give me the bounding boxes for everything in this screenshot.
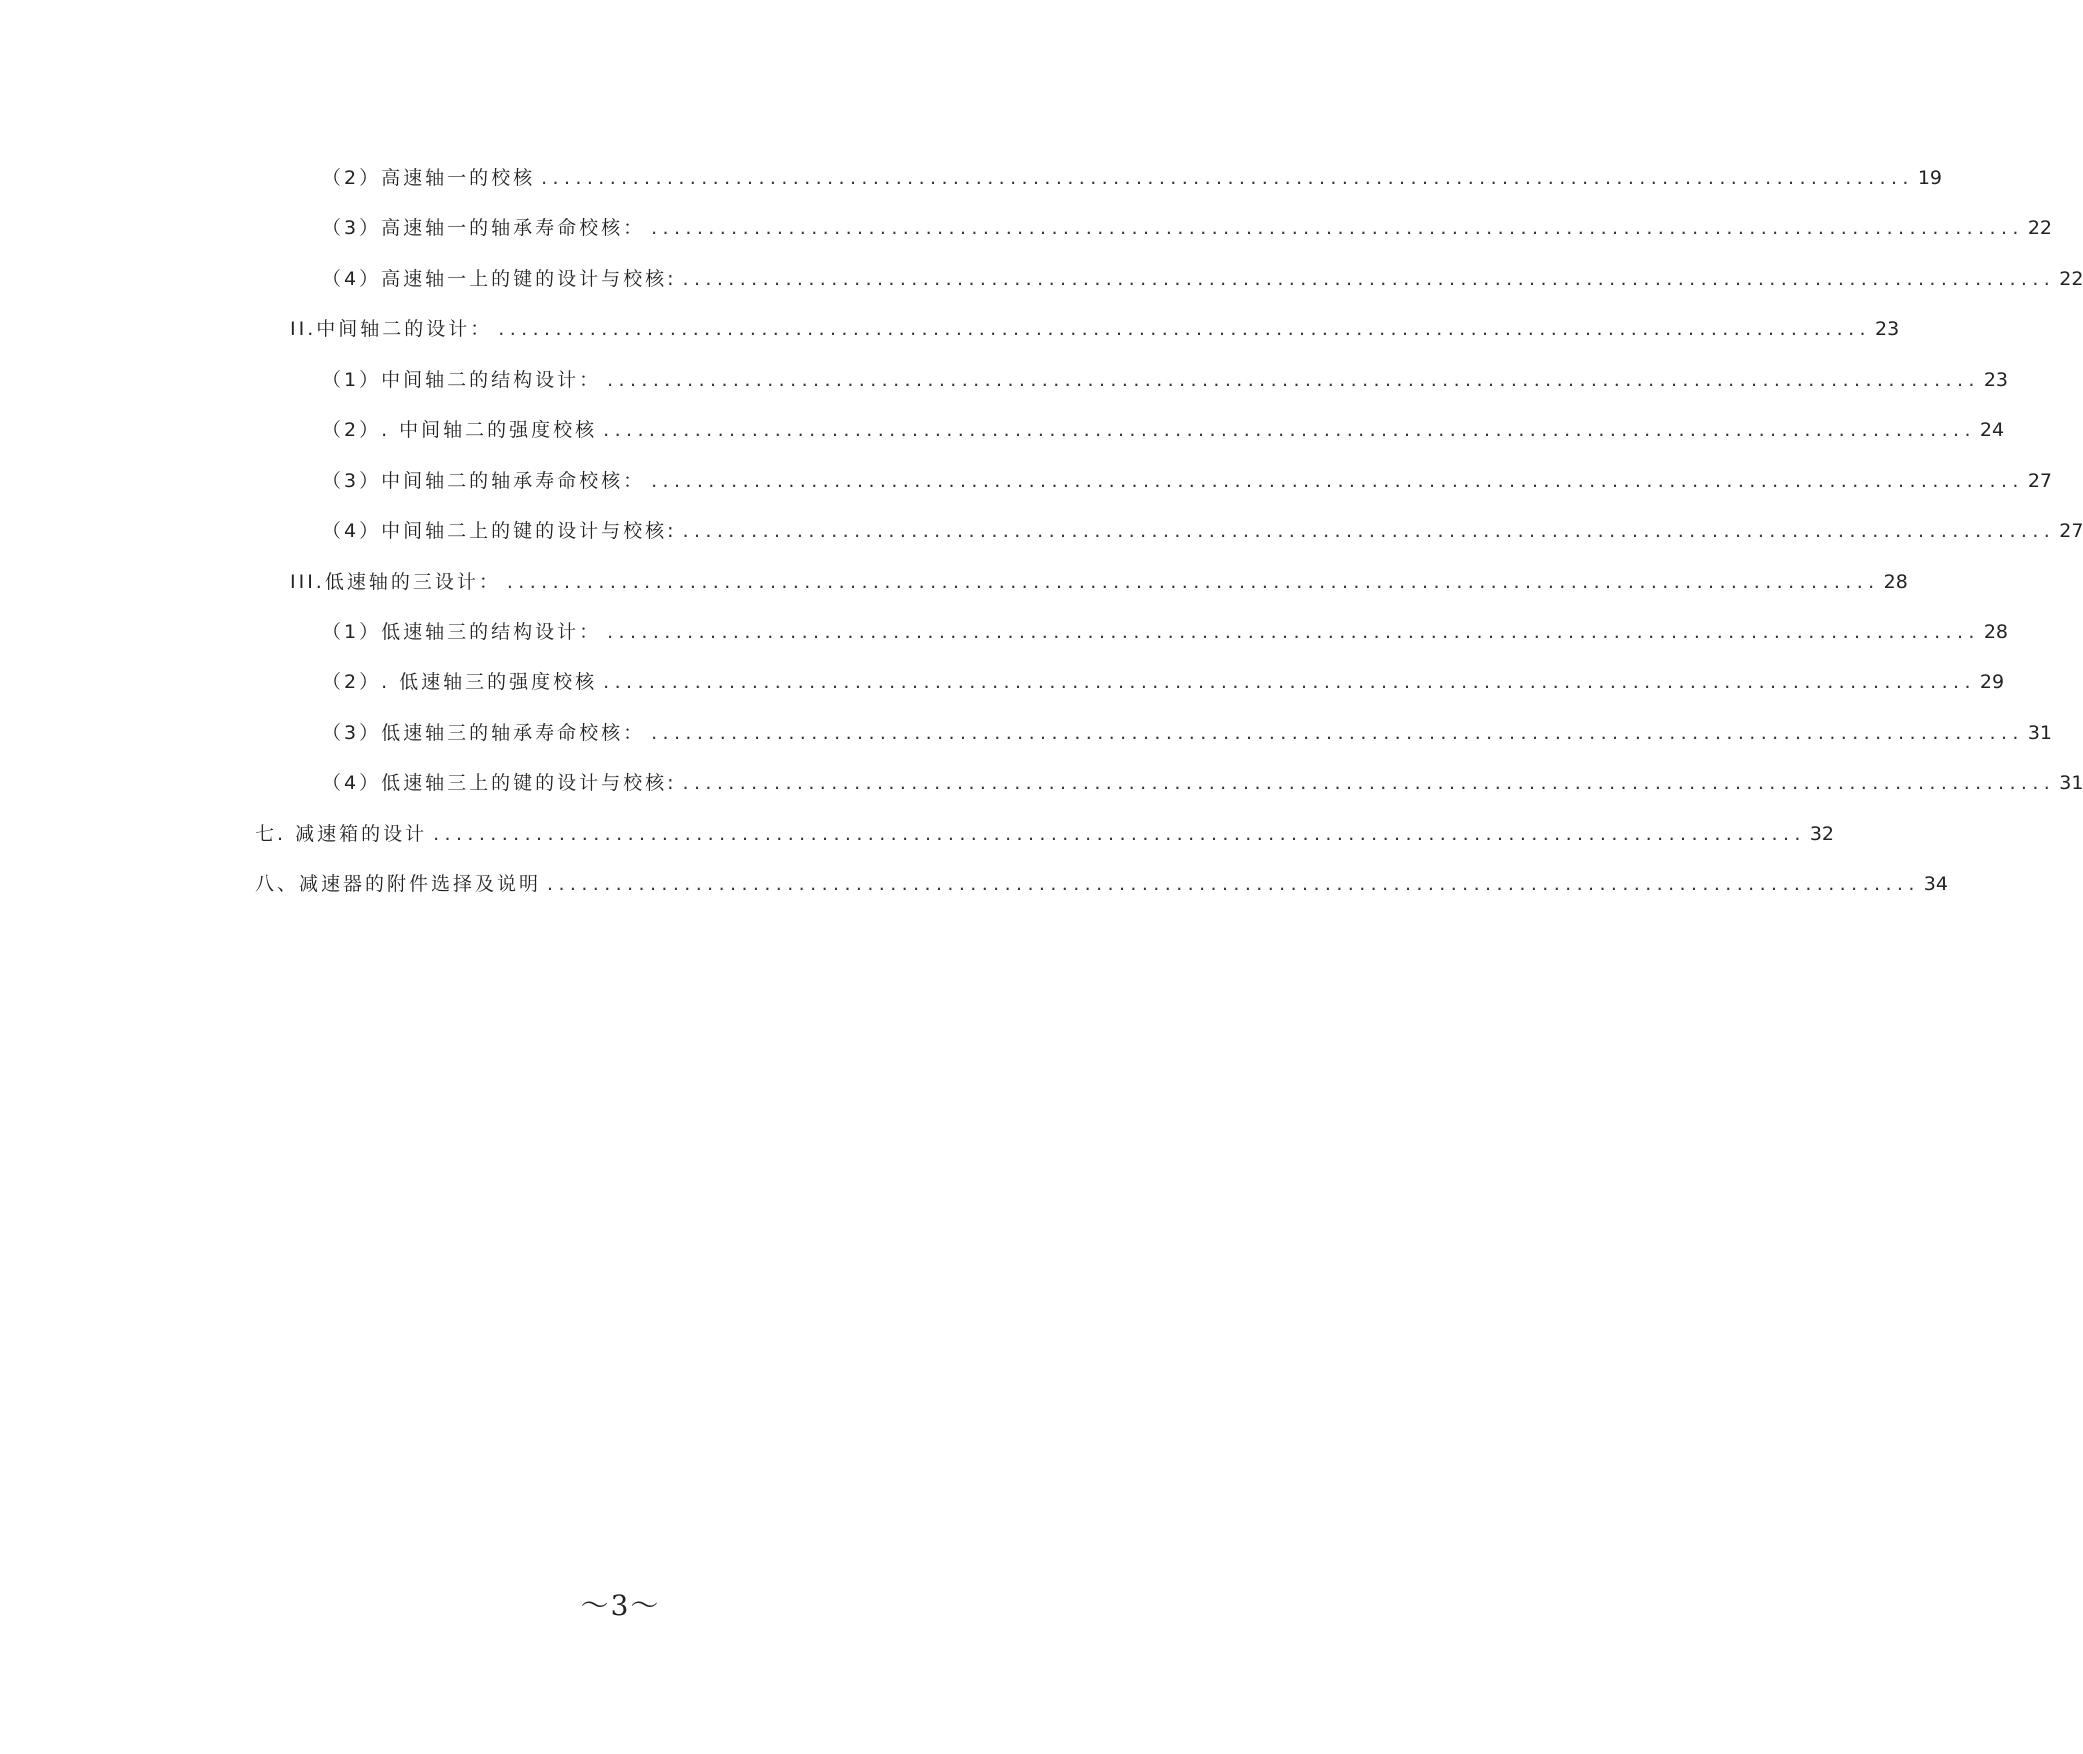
dot-leader: ........................................................................................................................ xyxy=(433,823,1806,845)
toc-entry-label: III.低速轴的三设计： xyxy=(290,571,501,593)
toc-entry[interactable] xyxy=(322,765,2083,795)
toc-entry[interactable] xyxy=(322,463,2053,493)
toc-entry-label: （4）高速轴一上的键的设计与校核: xyxy=(322,268,677,290)
dot-leader: ........................................................................................................................ xyxy=(651,217,2024,239)
toc-entry-page: 32 xyxy=(1809,823,1835,845)
toc-entry-page: 29 xyxy=(1979,671,2005,693)
toc-entry-page: 31 xyxy=(2059,772,2083,794)
toc-entry[interactable] xyxy=(322,614,2009,644)
toc-entry-label: （3）低速轴三的轴承寿命校核： xyxy=(322,722,646,744)
toc-entry-page: 31 xyxy=(2027,722,2053,744)
toc-entry-label: （1）中间轴二的结构设计： xyxy=(322,369,602,391)
toc-entry[interactable] xyxy=(322,261,2083,291)
toc-entry[interactable] xyxy=(322,210,2053,240)
toc-entry[interactable] xyxy=(322,362,2009,392)
toc-entry-page: 27 xyxy=(2027,470,2053,492)
dot-leader: ........................................................................................................................ xyxy=(547,873,1920,895)
dot-leader: ........................................................................................................................ xyxy=(603,419,1976,441)
toc-entry[interactable] xyxy=(322,412,2005,442)
dot-leader: ........................................................................................................................ xyxy=(682,520,2056,542)
dot-leader: ........................................................................................................................ xyxy=(506,571,1880,593)
dot-leader: ........................................................................................................................ xyxy=(607,369,1980,391)
toc-entry-label: （4）低速轴三上的键的设计与校核: xyxy=(322,772,677,794)
toc-entry-page: 23 xyxy=(1875,318,1900,340)
dot-leader: ........................................................................................................................ xyxy=(651,722,2024,744)
toc-entry-page: 34 xyxy=(1923,873,1948,895)
toc-entry-label: （4）中间轴二上的键的设计与校核: xyxy=(322,520,677,542)
dot-leader: ........................................................................................................................ xyxy=(682,268,2056,290)
toc-entry[interactable] xyxy=(322,160,1943,190)
toc-entry-label: 七. 减速箱的设计 xyxy=(255,823,428,845)
toc-entry-page: 27 xyxy=(2059,520,2083,542)
toc-entry-page: 28 xyxy=(1883,571,1908,593)
toc-entry[interactable] xyxy=(290,564,1908,594)
toc-entry-label: （2）高速轴一的校核 xyxy=(322,167,536,189)
toc-entry[interactable] xyxy=(322,715,2053,745)
toc-entry-label: （3）中间轴二的轴承寿命校核： xyxy=(322,470,646,492)
dot-leader: ........................................................................................................................ xyxy=(541,167,1914,189)
toc-entry-page: 23 xyxy=(1983,369,2009,391)
dot-leader: ........................................................................................................................ xyxy=(498,318,1871,340)
toc-entry-label: （2）. 低速轴三的强度校核 xyxy=(322,671,598,693)
dot-leader: ........................................................................................................................ xyxy=(651,470,2024,492)
toc-entry-page: 22 xyxy=(2027,217,2053,239)
toc-entry-page: 19 xyxy=(1917,167,1943,189)
toc-entry-label: （1）低速轴三的结构设计： xyxy=(322,621,602,643)
toc-entry-label: （3）高速轴一的轴承寿命校核： xyxy=(322,217,646,239)
dot-leader: ........................................................................................................................ xyxy=(603,671,1976,693)
toc-entry-label: II.中间轴二的设计： xyxy=(290,318,493,340)
toc-entry-page: 28 xyxy=(1983,621,2009,643)
toc-entry[interactable] xyxy=(322,664,2005,694)
dot-leader: ........................................................................................................................ xyxy=(607,621,1980,643)
toc-entry[interactable] xyxy=(322,513,2083,543)
toc-entry-page: 22 xyxy=(2059,268,2083,290)
toc-entry-label: 八、减速器的附件选择及说明 xyxy=(255,873,542,895)
toc-entry-label: （2）. 中间轴二的强度校核 xyxy=(322,419,598,441)
toc-entry-page: 24 xyxy=(1979,419,2005,441)
toc-entry[interactable] xyxy=(290,311,1900,341)
toc-entry[interactable] xyxy=(255,816,1835,846)
toc-entry[interactable] xyxy=(255,866,1948,896)
dot-leader: ........................................................................................................................ xyxy=(682,772,2056,794)
page-number: ～3～ xyxy=(580,1589,661,1622)
